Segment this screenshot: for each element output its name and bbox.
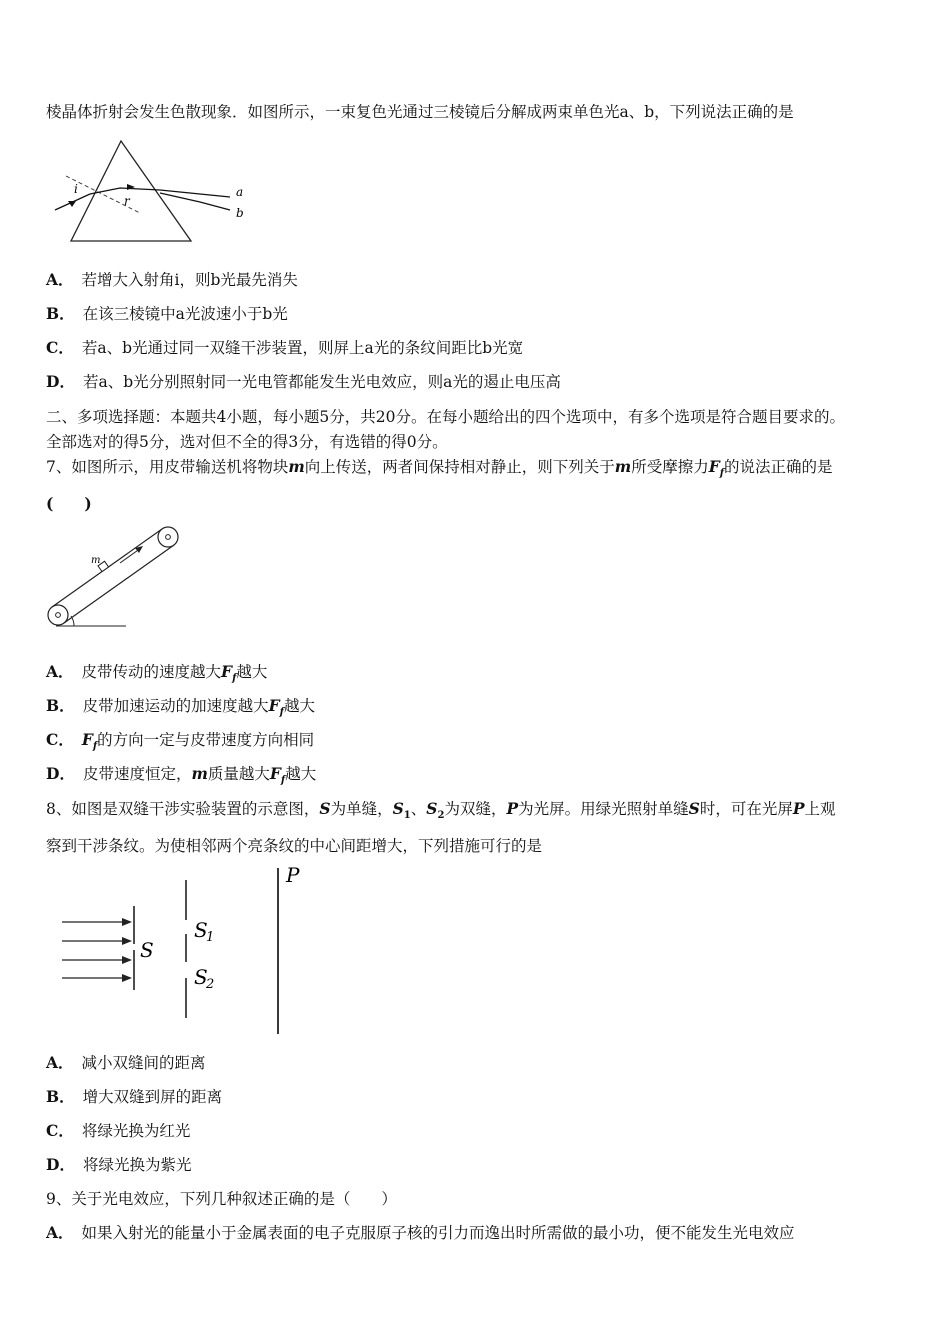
label-i: i <box>74 182 78 196</box>
q6-option-d[interactable]: D． 若a、b光分别照射同一光电管都能发生光电效应，则a光的遏止电压高 <box>46 372 561 391</box>
q7-stem: 7、如图所示，用皮带输送机将物块m向上传送，两者间保持相对静止，则下列关于m所受摩擦力$F_f$的说法正确的是 <box>46 457 833 480</box>
q8-option-d[interactable]: D． 将绿光换为紫光 <box>46 1155 192 1174</box>
conveyor-figure <box>44 522 194 632</box>
q6-option-c[interactable]: C． 若a、b光通过同一双缝干涉装置，则屏上a光的条纹间距比b光宽 <box>46 338 524 357</box>
q8-stem-line2: 察到干涉条纹。为使相邻两个亮条纹的中心间距增大，下列措施可行的是 <box>46 837 543 855</box>
section2-line2: 全部选对的得5分，选对但不全的得3分，有选错的得0分。 <box>46 433 448 451</box>
q8-option-c[interactable]: C． 将绿光换为红光 <box>46 1121 191 1140</box>
section2-line1: 二、多项选择题：本题共4小题，每小题5分，共20分。在每小题给出的四个选项中，有多个选项是符合题目要求的。 <box>46 408 845 426</box>
label-m: m <box>91 555 101 566</box>
upper-pulley-hub <box>166 535 171 540</box>
q6-stem: 棱晶体折射会发生色散现象．如图所示，一束复色光通过三棱镜后分解成两束单色光a、b，下列说法正确的是 <box>46 103 794 121</box>
q8-option-b[interactable]: B． 增大双缝到屏的距离 <box>46 1087 223 1106</box>
arrow-head <box>122 974 132 982</box>
lower-pulley-hub <box>56 613 61 618</box>
label-s1: S <box>194 918 208 942</box>
belt-bottom <box>64 545 174 623</box>
q7-paren: ( ) <box>46 494 92 513</box>
q9-stem: 9、关于光电效应，下列几种叙述正确的是（ ） <box>46 1190 397 1208</box>
q6-option-b[interactable]: B． 在该三棱镜中a光波速小于b光 <box>46 304 288 323</box>
label-s1-sub: 1 <box>206 930 215 945</box>
arrow-head <box>122 937 132 945</box>
q7-option-a[interactable]: A． 皮带传动的速度越大$F_f$越大 <box>46 662 268 685</box>
prism-figure <box>50 138 270 246</box>
label-p: P <box>286 863 300 887</box>
q9-option-a[interactable]: A． 如果入射光的能量小于金属表面的电子克服原子核的引力而逸出时所需做的最小功，便不能发生光电效应 <box>46 1223 795 1242</box>
q7-option-c[interactable]: C． $F_f$的方向一定与皮带速度方向相同 <box>46 730 315 753</box>
label-s2-sub: 2 <box>206 977 215 992</box>
double-slit-figure <box>56 862 316 1038</box>
label-s: S <box>140 938 154 962</box>
q7-option-b[interactable]: B． 皮带加速运动的加速度越大$F_f$越大 <box>46 696 315 719</box>
q8-stem-line1: 8、如图是双缝干涉实验装置的示意图，S为单缝，$S_1$、$S_2$为双缝，P为光屏。用绿光照射单缝S时，可在光屏P上观 <box>46 799 836 822</box>
q6-option-a[interactable]: A． 若增大入射角i，则b光最先消失 <box>46 270 298 289</box>
q8-option-a[interactable]: A． 减小双缝间的距离 <box>46 1053 206 1072</box>
arrow-head <box>122 956 132 964</box>
label-r: r <box>124 194 130 208</box>
label-b: b <box>236 206 244 220</box>
label-s2: S <box>194 965 208 989</box>
arrow-head <box>122 918 132 926</box>
label-a: a <box>236 185 244 199</box>
q7-option-d[interactable]: D． 皮带速度恒定，m质量越大$F_f$越大 <box>46 764 317 787</box>
